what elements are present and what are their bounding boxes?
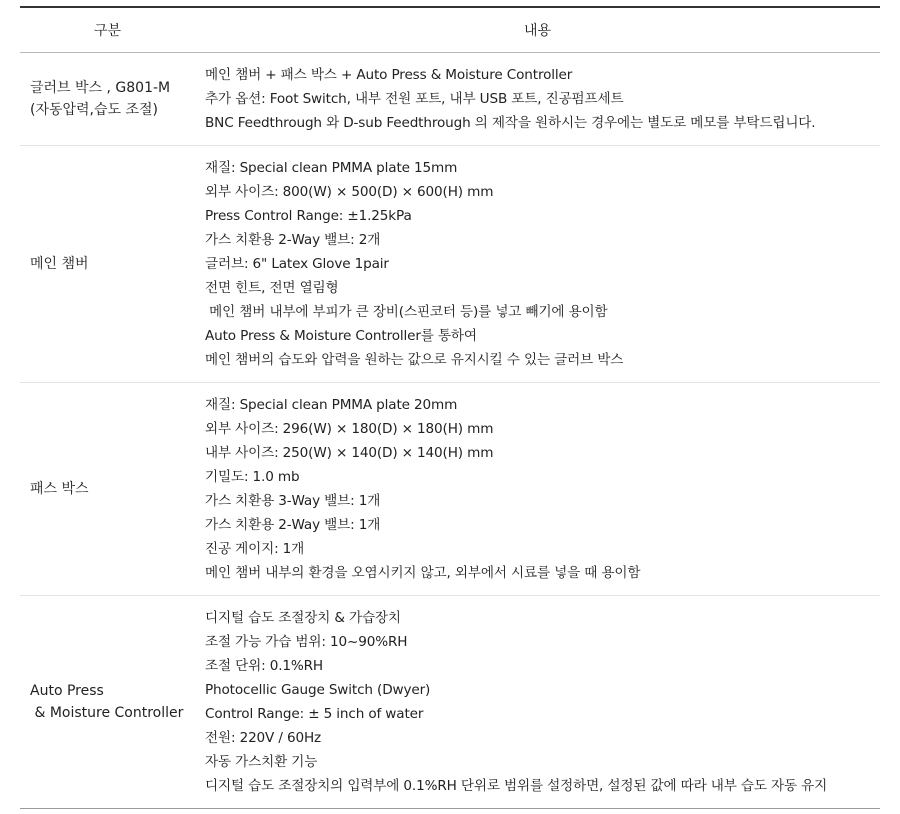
content-line: Control Range: ± 5 inch of water [205, 706, 424, 722]
content-line: 재질: Special clean PMMA plate 15mm [205, 160, 458, 176]
header-content: 내용 [523, 23, 552, 39]
content-line: 전원: 220V / 60Hz [205, 730, 322, 746]
content-line: Auto Press & Moisture Controller를 통하여 [205, 328, 477, 344]
content-line: 메인 챔버 내부의 환경을 오염시키지 않고, 외부에서 시료를 넣을 때 용이함 [205, 565, 641, 581]
table-header [20, 7, 880, 53]
row-category: 패스 박스 [30, 481, 89, 497]
content-line: Press Control Range: ±1.25kPa [205, 208, 412, 224]
row-content [195, 146, 880, 383]
content-line: 메인 챔버 + 패스 박스 + Auto Press & Moisture Controller [205, 67, 573, 83]
table-row [20, 383, 880, 596]
content-line: 가스 치환용 3-Way 밸브: 1개 [205, 493, 381, 509]
table-row [20, 596, 880, 809]
content-line: 진공 게이지: 1개 [205, 541, 305, 557]
content-line: 전면 힌트, 전면 열림형 [205, 280, 339, 296]
content-line: 메인 챔버의 습도와 압력을 원하는 값으로 유지시킬 수 있는 글러브 박스 [205, 352, 624, 368]
row-content [195, 596, 880, 809]
header-row [20, 7, 880, 53]
table-body [20, 53, 880, 809]
row-category: Auto Press & Moisture Controller [30, 683, 184, 721]
content-line: 내부 사이즈: 250(W) × 140(D) × 140(H) mm [205, 445, 494, 461]
row-category: 글러브 박스 , G801-M (자동압력,습도 조절) [30, 80, 171, 118]
content-line: 외부 사이즈: 296(W) × 180(D) × 180(H) mm [205, 421, 494, 437]
table-row [20, 146, 880, 383]
content-line: 디지털 습도 조절장치 & 가습장치 [205, 610, 401, 626]
content-line: 자동 가스치환 기능 [205, 754, 318, 770]
content-line: Photocellic Gauge Switch (Dwyer) [205, 682, 431, 698]
row-category: 메인 챔버 [30, 256, 89, 272]
table-row [20, 53, 880, 146]
row-content [195, 383, 880, 596]
content-line: 가스 치환용 2-Way 밸브: 1개 [205, 517, 381, 533]
content-line: 외부 사이즈: 800(W) × 500(D) × 600(H) mm [205, 184, 494, 200]
content-line: BNC Feedthrough 와 D-sub Feedthrough 의 제작을 원하시는 경우에는 별도로 메모를 부탁드립니다. [205, 115, 816, 131]
content-line: 기밀도: 1.0 mb [205, 469, 300, 485]
spec-table [20, 6, 880, 809]
content-line: 메인 챔버 내부에 부피가 큰 장비(스핀코터 등)를 넣고 빼기에 용이함 [205, 304, 608, 320]
header-category: 구분 [93, 23, 122, 39]
content-line: 디지털 습도 조절장치의 입력부에 0.1%RH 단위로 범위를 설정하면, 설정된 값에 따라 내부 습도 자동 유지 [205, 778, 828, 794]
content-line: 재질: Special clean PMMA plate 20mm [205, 397, 458, 413]
content-line: 추가 옵션: Foot Switch, 내부 전원 포트, 내부 USB 포트, 진공펌프세트 [205, 91, 624, 107]
content-line: 조절 단위: 0.1%RH [205, 658, 324, 674]
content-line: 글러브: 6" Latex Glove 1pair [205, 256, 389, 272]
content-line: 가스 치환용 2-Way 밸브: 2개 [205, 232, 381, 248]
content-line: 조절 가능 가습 범위: 10~90%RH [205, 634, 408, 650]
row-content [195, 53, 880, 146]
